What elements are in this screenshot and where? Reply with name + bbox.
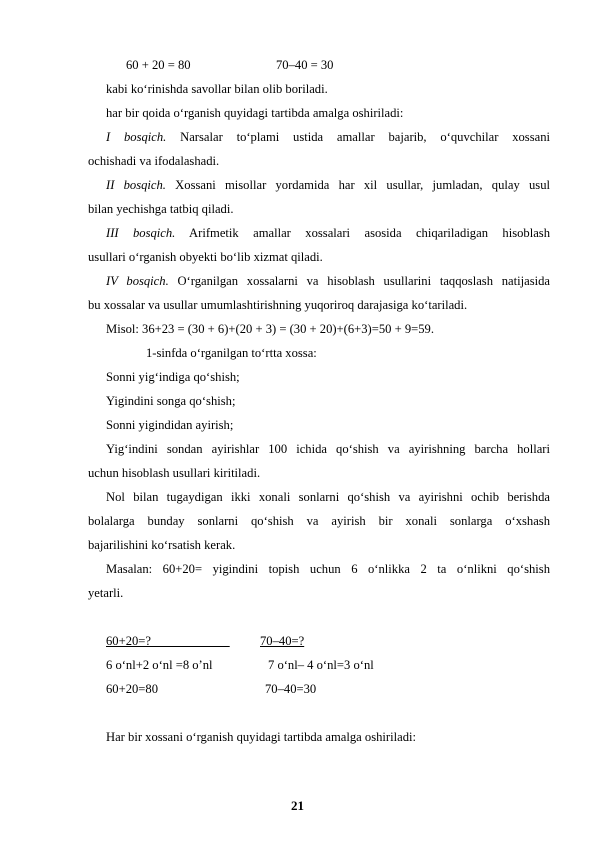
stage-1-label: I bosqich. [106, 130, 167, 144]
paragraph-7-line-1: Masalan: 60+20= yigindini topish uchun 6 o‘nlikka 2 ta o‘nlikni qo‘shish [106, 562, 550, 576]
example-header-left: 60+20=? [106, 634, 230, 648]
example-header-right: 70–40=? [260, 634, 305, 648]
example-row-2-right: 70–40=30 [265, 682, 317, 696]
stage-3-line-1 [106, 226, 550, 241]
stage-4-label: IV bosqich. [106, 274, 169, 288]
stage-2-line-2: bilan yechishga tatbiq qiladi. [88, 202, 234, 216]
stage-4-line-1 [106, 274, 550, 289]
stage-3-line-2: usullari o‘rganish obyekti bo‘lib xizmat qiladi. [88, 250, 323, 264]
paragraph-7-line-2: yetarli. [88, 586, 124, 600]
example-row-1-left: 6 o‘nl+2 o‘nl =8 o’nl [106, 658, 213, 672]
example-row-2-left: 60+20=80 [106, 682, 158, 696]
stage-3-label: III bosqich. [106, 226, 176, 240]
stage-4-line-2: bu xossalar va usullar umumlashtirishning yuqoriroq darajasiga ko‘tariladi. [88, 298, 468, 312]
example-row-1-right: 7 o‘nl– 4 o‘nl=3 o‘nl [268, 658, 374, 672]
stage-2-line-1 [106, 178, 550, 193]
stage-4-text: O‘rganilgan xossalarni va hisoblash usullarini taqqoslash natijasida [168, 274, 550, 288]
closing-sentence: Har bir xossani o‘rganish quyidagi tartibda amalga oshiriladi: [106, 730, 416, 744]
paragraph-5-line-1: Yig‘indini sondan ayirishlar 100 ichida qo‘shish va ayirishning barcha hollari [106, 442, 550, 456]
example-calculation: Misol: 36+23 = (30 + 6)+(20 + 3) = (30 + 20)+(6+3)=50 + 9=59. [106, 322, 434, 336]
paragraph-6-line-2: bolalarga bunday sonlarni qo‘shish va ayirish bir xonali sonlarga o‘xshash [88, 514, 550, 528]
list-item: Yigindini songa qo‘shish; [106, 394, 236, 408]
stage-1-text: Narsalar to‘plami ustida amallar bajarib, o‘quvchilar xossani [166, 130, 550, 144]
list-item: Sonni yigindidan ayirish; [106, 418, 234, 432]
paragraph-6-line-1: Nol bilan tugaydigan ikki xonali sonlarni qo‘shish va ayirishni ochib berishda [106, 490, 550, 504]
paragraph-2: har bir qoida o‘rganish quyidagi tartibda amalga oshiriladi: [106, 106, 404, 120]
subheading-four-properties: 1-sinfda o‘rganilgan to‘rtta xossa: [146, 346, 317, 360]
page-number: 21 [291, 798, 304, 813]
equation-addition: 60 + 20 = 80 [126, 58, 191, 72]
equation-subtraction: 70–40 = 30 [276, 58, 334, 72]
paragraph-5-line-2: uchun hisoblash usullari kiritiladi. [88, 466, 261, 480]
paragraph-6-line-3: bajarilishini ko‘rsatish kerak. [88, 538, 236, 552]
stage-3-text: Arifmetik amallar xossalari asosida chiqariladigan hisoblash [175, 226, 550, 240]
paragraph-1: kabi ko‘rinishda savollar bilan olib boriladi. [106, 82, 328, 96]
stage-1-line-2: ochishadi va ifodalashadi. [88, 154, 220, 168]
stage-2-text: Xossani misollar yordamida har xil usullar, jumladan, qulay usul [165, 178, 550, 192]
stage-1-line-1 [106, 130, 550, 145]
list-item: Sonni yig‘indiga qo‘shish; [106, 370, 240, 384]
stage-2-label: II bosqich. [106, 178, 166, 192]
